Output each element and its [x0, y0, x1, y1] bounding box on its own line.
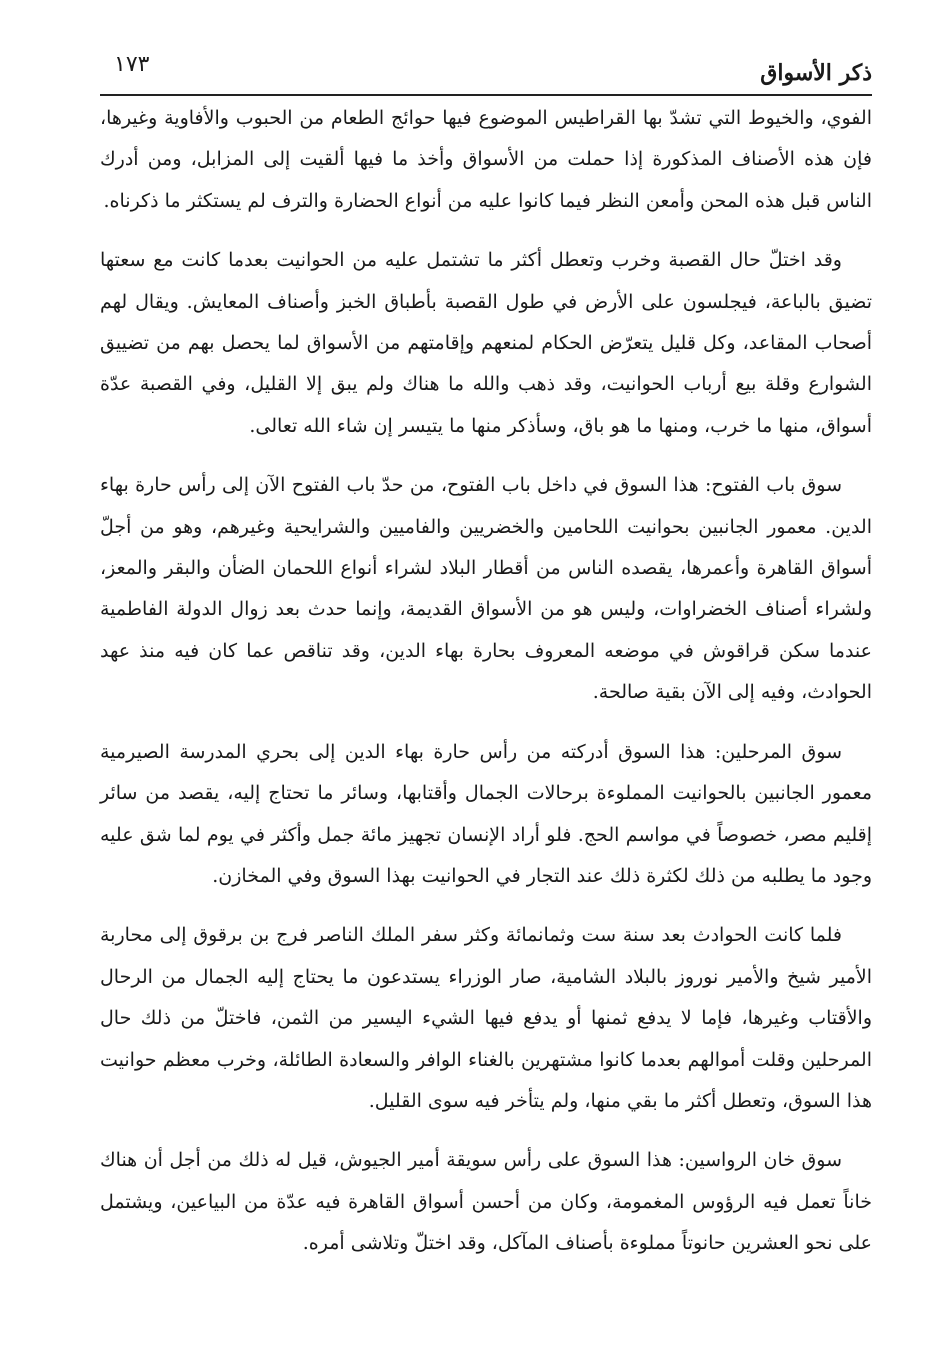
running-title: ذكر الأسواق	[760, 60, 872, 86]
page-header	[100, 44, 872, 94]
page-number: ١٧٣	[114, 52, 150, 77]
paragraph-souq-al-murahhilin: سوق المرحلين: هذا السوق أدركته من رأس حارة بهاء الدين إلى بحري المدرسة الصيرمية معمور الجانبين بالحوانيت المملوءة برحالات الجمال وأقتابها، وسائر ما تحتاج إليه، يقصد من سائر إقليم مصر، خصوصاً في مواسم الحج. فلو أراد الإنسان تجهيز مائة جمل وأكثر في يوم لما شق عليه وجود ما يطلبه من ذلك لكثرة ذلك عند التجار في الحوانيت بهذا السوق وفي المخازن.	[100, 740, 872, 887]
body-text	[100, 98, 872, 1265]
paragraph-souq-bab-al-futuh: سوق باب الفتوح: هذا السوق في داخل باب الفتوح، من حدّ باب الفتوح الآن إلى رأس حارة بهاء الدين. معمور الجانبين بحوانيت اللحامين والخضريين والفاميين والشرايحية وغيرهم، وهو من أجلّ أسواق القاهرة وأعمرها، يقصده الناس من أقطار البلاد لشراء أنواع اللحمان الضأن والبقر والمعز، ولشراء أصناف الخضراوات، وليس هو من الأسواق القديمة، وإنما حدث بعد زوال الدولة الفاطمية عندما سكن قراقوش في موضعه المعروف بحارة بهاء الدين، وقد تناقص عما كان فيه منذ عهد الحوادث، وفيه إلى الآن بقية صالحة.	[100, 474, 873, 704]
paragraph-qasaba: وقد اختلّ حال القصبة وخرب وتعطل أكثر ما تشتمل عليه من الحوانيت بعدما كانت مع سعتها تضيق بالباعة، فيجلسون على الأرض في طول القصبة بأطباق الخبز وأصناف المعايش. ويقال لهم أصحاب المقاعد، وكل قليل يتعرّض الحكام لمنعهم وإقامتهم من الأسواق لما يحصل بهم من تضييق الشوارع وقلة بيع أرباب الحوانيت، وقد ذهب والله ما هناك ولم يبق إلا القليل، وفي القصبة عدّة أسواق، منها ما خرب، ومنها ما هو باق، وسأذكر منها ما يتيسر إن شاء الله تعالى.	[100, 249, 872, 437]
header-divider	[100, 94, 872, 96]
paragraph-hawadith: فلما كانت الحوادث بعد سنة ست وثمانمائة وكثر سفر الملك الناصر فرج بن برقوق إلى محاربة الأمير شيخ والأمير نوروز بالبلاد الشامية، صار الوزراء يستدعون ما يحتاج إليه الجمال من الرحال والأقتاب وغيرها، فإما لا يدفع ثمنها أو يدفع فيها الشيء اليسير من الثمن، فاختلّ من ذلك حال المرحلين وقلت أموالهم بعدما كانوا مشتهرين بالغناء الوافر والسعادة الطائلة، وخرب معظم حوانيت هذا السوق، وتعطل أكثر ما بقي منها، ولم يتأخر فيه سوى القليل.	[100, 924, 872, 1112]
paragraph-souq-khan-al-rawwasin: سوق خان الرواسين: هذا السوق على رأس سويقة أمير الجيوش، قيل له ذلك من أجل أن هناك خاناً تعمل فيه الرؤوس المغمومة، وكان من أحسن أسواق القاهرة فيه عدّة من البياعين، ويشتمل على نحو العشرين حانوتاً مملوءة بأصناف المآكل، وقد اختلّ وتلاشى أمره.	[100, 1149, 872, 1255]
paragraph-continuation: الفوي، والخيوط التي تشدّ بها القراطيس الموضوع فيها حوائج الطعام من الحبوب والأفاوية وغيرها، فإن هذه الأصناف المذكورة إذا حملت من الأسواق وأخذ ما فيها ألقيت إلى المزابل، ومن أدرك الناس قبل هذه المحن وأمعن النظر فيما كانوا عليه من أنواع الحضارة والترف لم يستكثر ما ذكرناه.	[100, 107, 872, 212]
